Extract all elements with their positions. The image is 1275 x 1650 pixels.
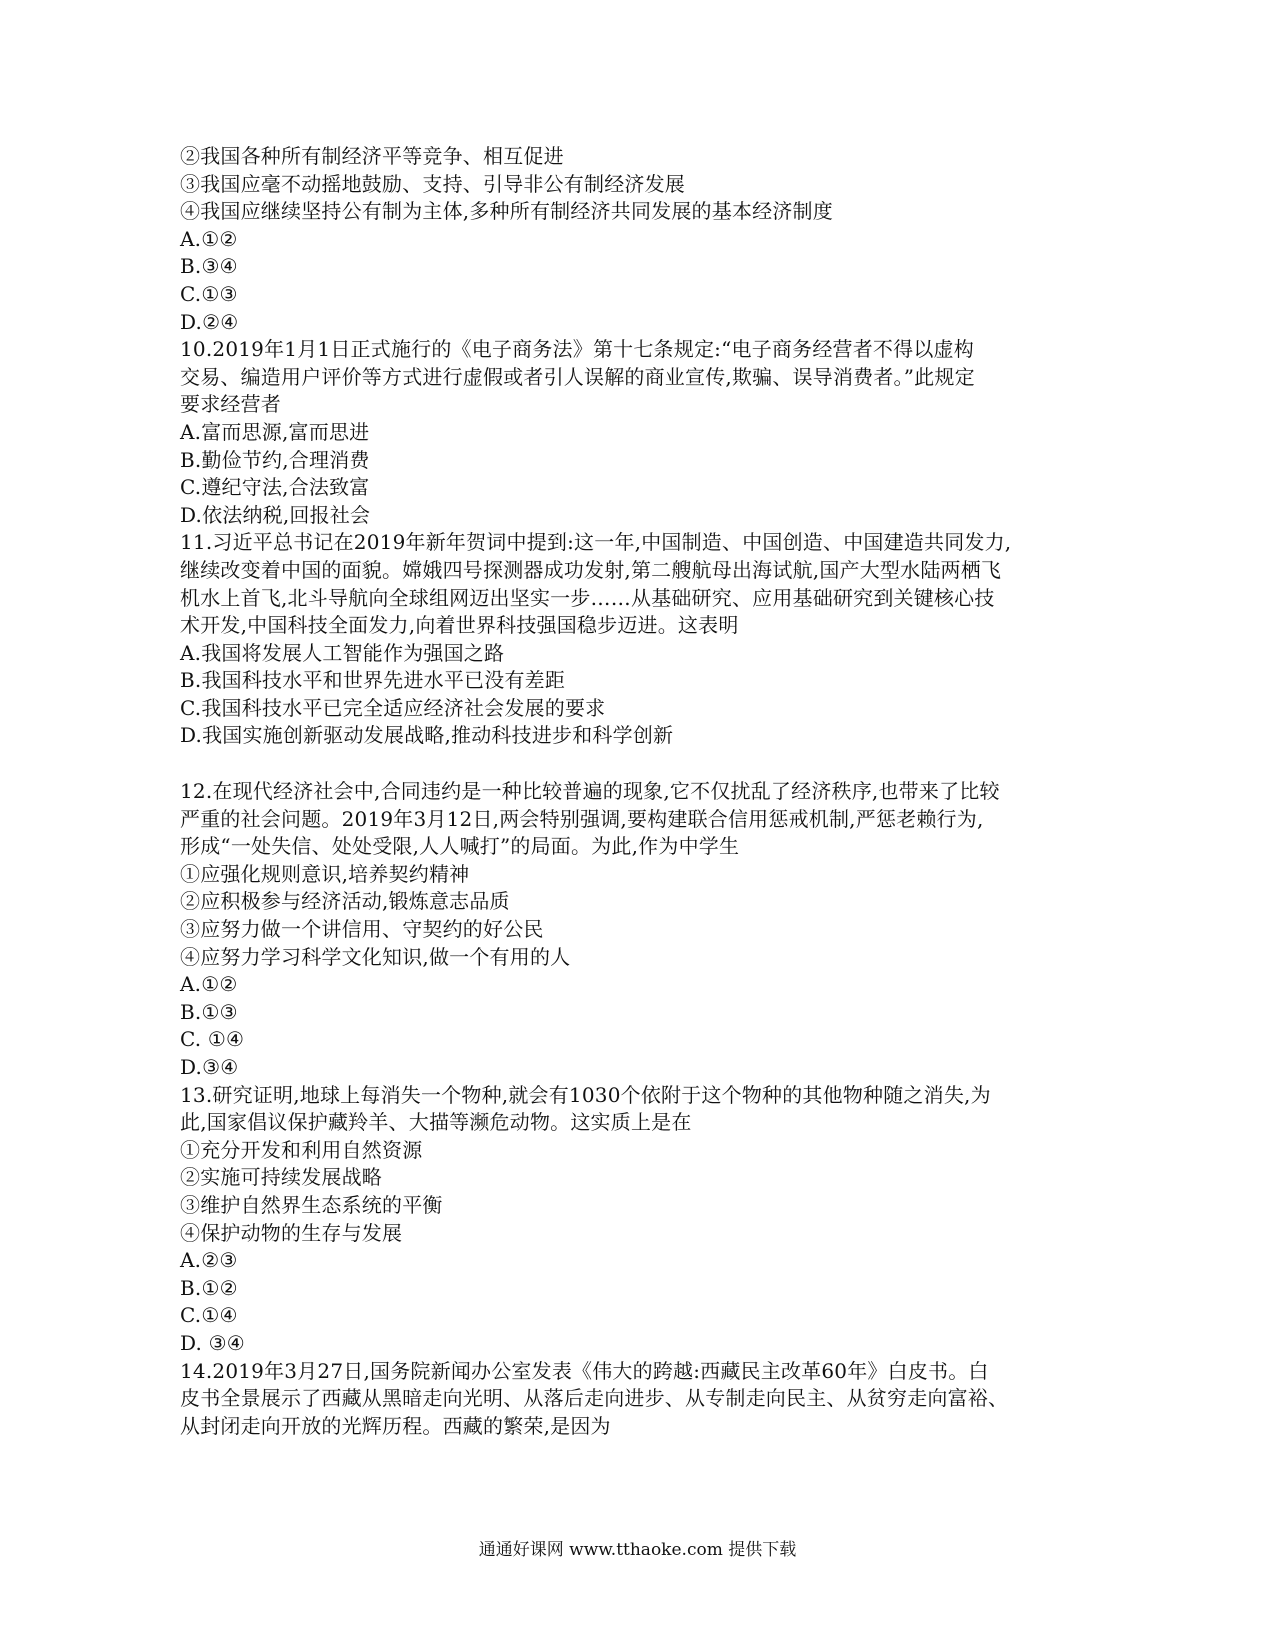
text-line: ②应积极参与经济活动,锻炼意志品质: [180, 889, 510, 914]
text-line: D.我国实施创新驱动发展战略,推动科技进步和科学创新: [180, 723, 674, 748]
text-line: B.③④: [180, 254, 238, 279]
text-line: C.①④: [180, 1303, 238, 1328]
text-line: B.勤俭节约,合理消费: [180, 447, 370, 472]
text-line: 交易、编造用户评价等方式进行虚假或者引人误解的商业宣传,欺骗、误导消费者。”此规定: [180, 364, 975, 389]
text-line: 继续改变着中国的面貌。嫦娥四号探测器成功发射,第二艘航母出海试航,国产大型水陆两栖飞: [180, 557, 1002, 582]
text-line: 形成“一处失信、处处受限,人人喊打”的局面。为此,作为中学生: [180, 834, 740, 859]
text-line: B.①③: [180, 999, 238, 1024]
text-line: ①充分开发和利用自然资源: [180, 1137, 423, 1162]
text-line: 14.2019年3月27日,国务院新闻办公室发表《伟大的跨越:西藏民主改革60年》白皮书。白: [180, 1358, 989, 1383]
text-line: C. ①④: [180, 1027, 245, 1052]
text-line: C.①③: [180, 281, 238, 306]
text-line: B.我国科技水平和世界先进水平已没有差距: [180, 668, 566, 693]
text-block-questions-12-14: [180, 778, 1120, 1440]
text-line: C.遵纪守法,合法致富: [180, 475, 370, 500]
text-line: ②实施可持续发展战略: [180, 1165, 382, 1190]
text-line: 12.在现代经济社会中,合同违约是一种比较普遍的现象,它不仅扰乱了经济秩序,也带来了比较: [180, 779, 1000, 804]
text-line: C.我国科技水平已完全适应经济社会发展的要求: [180, 695, 606, 720]
text-line: ③维护自然界生态系统的平衡: [180, 1192, 443, 1217]
text-line: A.②③: [180, 1248, 238, 1273]
text-line: ④我国应继续坚持公有制为主体,多种所有制经济共同发展的基本经济制度: [180, 199, 833, 224]
text-line: A.①②: [180, 972, 238, 997]
text-line: D.③④: [180, 1055, 239, 1079]
text-line: 严重的社会问题。2019年3月12日,两会特别强调,要构建联合信用惩戒机制,严惩老赖行为,: [180, 806, 984, 831]
text-line: A.富而思源,富而思进: [180, 419, 370, 444]
text-line: 要求经营者: [180, 392, 281, 417]
text-line: B.①②: [180, 1275, 238, 1300]
text-line: 术开发,中国科技全面发力,向着世界科技强国稳步迈进。这表明: [180, 613, 739, 638]
text-line: ②我国各种所有制经济平等竞争、相互促进: [180, 144, 564, 168]
text-line: ④保护动物的生存与发展: [180, 1220, 403, 1245]
text-line: A.我国将发展人工智能作为强国之路: [180, 640, 505, 665]
text-line: 皮书全景展示了西藏从黑暗走向光明、从落后走向进步、从专制走向民主、从贫穷走向富裕、: [180, 1386, 1009, 1411]
text-line: 11.习近平总书记在2019年新年贺词中提到:这一年,中国制造、中国创造、中国建造共同发力,: [180, 530, 1012, 555]
text-line: ③应努力做一个讲信用、守契约的好公民: [180, 917, 544, 942]
text-line: ④应努力学习科学文化知识,做一个有用的人: [180, 944, 571, 969]
text-line: 此,国家倡议保护藏羚羊、大描等濒危动物。这实质上是在: [180, 1110, 692, 1135]
text-line: ①应强化规则意识,培养契约精神: [180, 861, 470, 886]
text-block-questions-9-11: [180, 143, 1120, 750]
text-line: 13.研究证明,地球上每消失一个物种,就会有1030个依附于这个物种的其他物种随之消失,为: [180, 1082, 991, 1107]
text-line: D.②④: [180, 309, 239, 334]
text-line: 机水上首飞,北斗导航向全球组网迈出坚实一步……从基础研究、应用基础研究到关键核心技: [180, 585, 995, 610]
page-footer: 通通好课网 www.tthaoke.com 提供下载: [478, 1540, 797, 1560]
text-line: D. ③④: [180, 1330, 245, 1355]
text-line: ③我国应毫不动摇地鼓励、支持、引导非公有制经济发展: [180, 171, 685, 196]
text-line: D.依法纳税,回报社会: [180, 502, 371, 527]
text-line: 从封闭走向开放的光辉历程。西藏的繁荣,是因为: [180, 1413, 611, 1438]
text-line: A.①②: [180, 226, 238, 251]
paragraph-gap: [180, 750, 1120, 778]
document-body: [180, 143, 1120, 1440]
text-line: 10.2019年1月1日正式施行的《电子商务法》第十七条规定:“电子商务经营者不得以虚构: [180, 337, 974, 362]
